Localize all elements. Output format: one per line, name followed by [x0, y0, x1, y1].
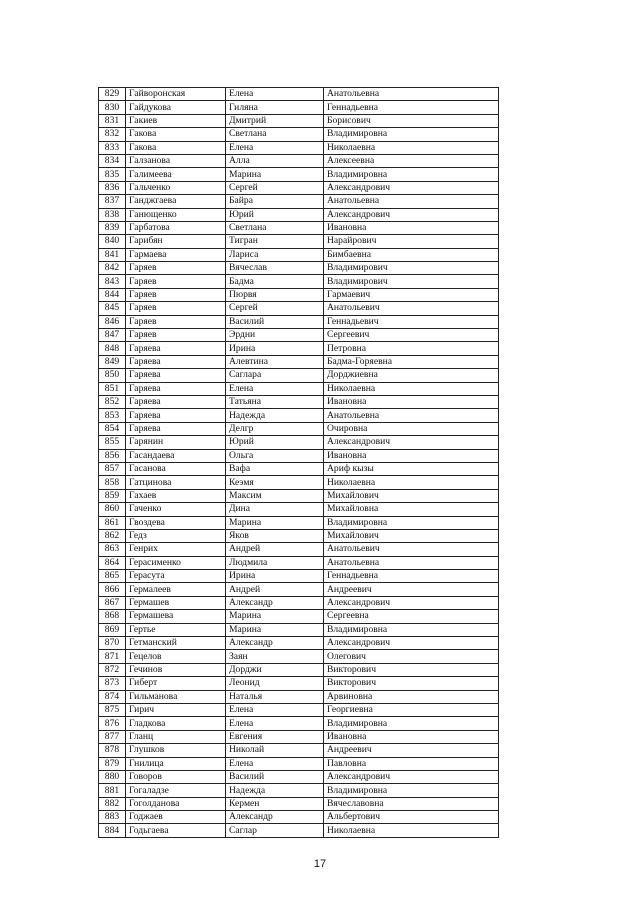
- table-row: [99, 770, 499, 783]
- table-row: [99, 503, 499, 516]
- row-number-cell: 871: [99, 650, 126, 663]
- last-name-cell: Гаряев: [126, 302, 226, 315]
- first-name-cell: Ольга: [226, 449, 324, 462]
- patronymic-cell: Александрович: [324, 596, 499, 609]
- row-number-cell: 853: [99, 409, 126, 422]
- row-number-cell: 866: [99, 583, 126, 596]
- table-row: [99, 650, 499, 663]
- first-name-cell: Байра: [226, 195, 324, 208]
- table-row: [99, 302, 499, 315]
- table-row: [99, 436, 499, 449]
- row-number-cell: 841: [99, 248, 126, 261]
- last-name-cell: Гильманова: [126, 690, 226, 703]
- first-name-cell: Ирина: [226, 342, 324, 355]
- row-number-cell: 839: [99, 221, 126, 234]
- last-name-cell: Гаряев: [126, 315, 226, 328]
- table-row: [99, 101, 499, 114]
- table-row: [99, 610, 499, 623]
- last-name-cell: Гармаева: [126, 248, 226, 261]
- last-name-cell: Гертье: [126, 623, 226, 636]
- last-name-cell: Гвоздева: [126, 516, 226, 529]
- patronymic-cell: Очировна: [324, 422, 499, 435]
- patronymic-cell: Владимировна: [324, 623, 499, 636]
- row-number-cell: 876: [99, 717, 126, 730]
- last-name-cell: Гечинов: [126, 663, 226, 676]
- patronymic-cell: Алексеевна: [324, 154, 499, 167]
- first-name-cell: Александр: [226, 596, 324, 609]
- table-row: [99, 462, 499, 475]
- patronymic-cell: Владимировна: [324, 128, 499, 141]
- last-name-cell: Гаряев: [126, 275, 226, 288]
- last-name-cell: Генрих: [126, 543, 226, 556]
- last-name-cell: Гермашев: [126, 596, 226, 609]
- table-row: [99, 88, 499, 101]
- patronymic-cell: Павловна: [324, 757, 499, 770]
- patronymic-cell: Андреевич: [324, 583, 499, 596]
- roster-table: [98, 87, 499, 838]
- first-name-cell: Евгения: [226, 730, 324, 743]
- last-name-cell: Глушков: [126, 744, 226, 757]
- row-number-cell: 851: [99, 382, 126, 395]
- first-name-cell: Елена: [226, 382, 324, 395]
- row-number-cell: 883: [99, 811, 126, 824]
- row-number-cell: 875: [99, 703, 126, 716]
- table-row: [99, 329, 499, 342]
- patronymic-cell: Гармаевич: [324, 288, 499, 301]
- patronymic-cell: Олегович: [324, 650, 499, 663]
- patronymic-cell: Вячеславовна: [324, 797, 499, 810]
- first-name-cell: Андрей: [226, 583, 324, 596]
- first-name-cell: Бадма: [226, 275, 324, 288]
- last-name-cell: Гайворонская: [126, 88, 226, 101]
- table-row: [99, 235, 499, 248]
- row-number-cell: 874: [99, 690, 126, 703]
- patronymic-cell: Бадма-Горяевна: [324, 355, 499, 368]
- last-name-cell: Гермалеев: [126, 583, 226, 596]
- row-number-cell: 854: [99, 422, 126, 435]
- row-number-cell: 833: [99, 141, 126, 154]
- patronymic-cell: Михайлович: [324, 489, 499, 502]
- last-name-cell: Гахаев: [126, 489, 226, 502]
- first-name-cell: Светлана: [226, 128, 324, 141]
- table-row: [99, 690, 499, 703]
- first-name-cell: Надежда: [226, 784, 324, 797]
- last-name-cell: Гарибян: [126, 235, 226, 248]
- first-name-cell: Василий: [226, 770, 324, 783]
- first-name-cell: Андрей: [226, 543, 324, 556]
- row-number-cell: 877: [99, 730, 126, 743]
- last-name-cell: Гаряева: [126, 369, 226, 382]
- last-name-cell: Гаряева: [126, 382, 226, 395]
- table-row: [99, 717, 499, 730]
- last-name-cell: Гедз: [126, 529, 226, 542]
- row-number-cell: 855: [99, 436, 126, 449]
- row-number-cell: 834: [99, 154, 126, 167]
- row-number-cell: 863: [99, 543, 126, 556]
- patronymic-cell: Михайловна: [324, 503, 499, 516]
- patronymic-cell: Александрович: [324, 208, 499, 221]
- first-name-cell: Марина: [226, 516, 324, 529]
- first-name-cell: Юрий: [226, 436, 324, 449]
- table-row: [99, 663, 499, 676]
- patronymic-cell: Викторович: [324, 663, 499, 676]
- table-row: [99, 195, 499, 208]
- first-name-cell: Лариса: [226, 248, 324, 261]
- table-row: [99, 154, 499, 167]
- first-name-cell: Заян: [226, 650, 324, 663]
- row-number-cell: 837: [99, 195, 126, 208]
- patronymic-cell: Анатольевна: [324, 556, 499, 569]
- row-number-cell: 872: [99, 663, 126, 676]
- table-row: [99, 489, 499, 502]
- patronymic-cell: Александрович: [324, 436, 499, 449]
- patronymic-cell: Бимбаевна: [324, 248, 499, 261]
- first-name-cell: Марина: [226, 168, 324, 181]
- table-row: [99, 409, 499, 422]
- first-name-cell: Кермен: [226, 797, 324, 810]
- patronymic-cell: Ариф кызы: [324, 462, 499, 475]
- patronymic-cell: Анатольевна: [324, 195, 499, 208]
- row-number-cell: 878: [99, 744, 126, 757]
- table-row: [99, 623, 499, 636]
- patronymic-cell: Арвиновна: [324, 690, 499, 703]
- last-name-cell: Гаряева: [126, 422, 226, 435]
- row-number-cell: 857: [99, 462, 126, 475]
- last-name-cell: Гнилица: [126, 757, 226, 770]
- first-name-cell: Людмила: [226, 556, 324, 569]
- first-name-cell: Делгр: [226, 422, 324, 435]
- row-number-cell: 852: [99, 395, 126, 408]
- row-number-cell: 830: [99, 101, 126, 114]
- first-name-cell: Сергей: [226, 302, 324, 315]
- table-row: [99, 757, 499, 770]
- row-number-cell: 870: [99, 637, 126, 650]
- first-name-cell: Вафа: [226, 462, 324, 475]
- table-row: [99, 476, 499, 489]
- patronymic-cell: Владимировна: [324, 168, 499, 181]
- table-row: [99, 181, 499, 194]
- first-name-cell: Николай: [226, 744, 324, 757]
- table-row: [99, 449, 499, 462]
- first-name-cell: Елена: [226, 703, 324, 716]
- row-number-cell: 861: [99, 516, 126, 529]
- last-name-cell: Гатцинова: [126, 476, 226, 489]
- first-name-cell: Леонид: [226, 677, 324, 690]
- row-number-cell: 856: [99, 449, 126, 462]
- patronymic-cell: Анатольевна: [324, 409, 499, 422]
- row-number-cell: 881: [99, 784, 126, 797]
- first-name-cell: Эрдни: [226, 329, 324, 342]
- first-name-cell: Дорджи: [226, 663, 324, 676]
- patronymic-cell: Ивановна: [324, 395, 499, 408]
- row-number-cell: 862: [99, 529, 126, 542]
- patronymic-cell: Николаевна: [324, 382, 499, 395]
- table-row: [99, 114, 499, 127]
- row-number-cell: 842: [99, 262, 126, 275]
- first-name-cell: Александр: [226, 637, 324, 650]
- row-number-cell: 850: [99, 369, 126, 382]
- first-name-cell: Елена: [226, 141, 324, 154]
- patronymic-cell: Ивановна: [324, 730, 499, 743]
- first-name-cell: Светлана: [226, 221, 324, 234]
- first-name-cell: Сергей: [226, 181, 324, 194]
- patronymic-cell: Владимирович: [324, 275, 499, 288]
- first-name-cell: Кеэмя: [226, 476, 324, 489]
- row-number-cell: 867: [99, 596, 126, 609]
- patronymic-cell: Нарайрович: [324, 235, 499, 248]
- first-name-cell: Тигран: [226, 235, 324, 248]
- last-name-cell: Гакиев: [126, 114, 226, 127]
- row-number-cell: 848: [99, 342, 126, 355]
- patronymic-cell: Анатольевич: [324, 543, 499, 556]
- last-name-cell: Галзанова: [126, 154, 226, 167]
- row-number-cell: 880: [99, 770, 126, 783]
- row-number-cell: 869: [99, 623, 126, 636]
- table-row: [99, 797, 499, 810]
- table-row: [99, 221, 499, 234]
- first-name-cell: Елена: [226, 717, 324, 730]
- row-number-cell: 865: [99, 570, 126, 583]
- first-name-cell: Татьяна: [226, 395, 324, 408]
- first-name-cell: Василий: [226, 315, 324, 328]
- patronymic-cell: Ивановна: [324, 221, 499, 234]
- first-name-cell: Марина: [226, 610, 324, 623]
- patronymic-cell: Владимировна: [324, 516, 499, 529]
- last-name-cell: Гецелов: [126, 650, 226, 663]
- table-row: [99, 784, 499, 797]
- last-name-cell: Герасименко: [126, 556, 226, 569]
- patronymic-cell: Владимировна: [324, 784, 499, 797]
- first-name-cell: Максим: [226, 489, 324, 502]
- patronymic-cell: Борисович: [324, 114, 499, 127]
- first-name-cell: Юрий: [226, 208, 324, 221]
- last-name-cell: Гайдукова: [126, 101, 226, 114]
- row-number-cell: 829: [99, 88, 126, 101]
- patronymic-cell: Николаевна: [324, 141, 499, 154]
- row-number-cell: 860: [99, 503, 126, 516]
- last-name-cell: Гланц: [126, 730, 226, 743]
- first-name-cell: Надежда: [226, 409, 324, 422]
- first-name-cell: Марина: [226, 623, 324, 636]
- last-name-cell: Гакова: [126, 128, 226, 141]
- first-name-cell: Саглар: [226, 824, 324, 837]
- first-name-cell: Наталья: [226, 690, 324, 703]
- last-name-cell: Галимеева: [126, 168, 226, 181]
- last-name-cell: Гасандаева: [126, 449, 226, 462]
- last-name-cell: Гоголданова: [126, 797, 226, 810]
- last-name-cell: Гиберт: [126, 677, 226, 690]
- last-name-cell: Гладкова: [126, 717, 226, 730]
- row-number-cell: 832: [99, 128, 126, 141]
- patronymic-cell: Дорджиевна: [324, 369, 499, 382]
- row-number-cell: 858: [99, 476, 126, 489]
- last-name-cell: Гаряева: [126, 409, 226, 422]
- patronymic-cell: Альбертович: [324, 811, 499, 824]
- table-row: [99, 703, 499, 716]
- first-name-cell: Яков: [226, 529, 324, 542]
- patronymic-cell: Викторович: [324, 677, 499, 690]
- last-name-cell: Гаряев: [126, 262, 226, 275]
- first-name-cell: Дина: [226, 503, 324, 516]
- row-number-cell: 884: [99, 824, 126, 837]
- last-name-cell: Гасанова: [126, 462, 226, 475]
- first-name-cell: Вячеслав: [226, 262, 324, 275]
- table-row: [99, 275, 499, 288]
- row-number-cell: 873: [99, 677, 126, 690]
- last-name-cell: Гаряев: [126, 329, 226, 342]
- patronymic-cell: Геннадьевич: [324, 315, 499, 328]
- first-name-cell: Пюрвя: [226, 288, 324, 301]
- patronymic-cell: Владимирович: [324, 262, 499, 275]
- page-number: 17: [313, 858, 327, 870]
- patronymic-cell: Александрович: [324, 181, 499, 194]
- patronymic-cell: Николаевна: [324, 476, 499, 489]
- table-row: [99, 570, 499, 583]
- table-row: [99, 543, 499, 556]
- first-name-cell: Ирина: [226, 570, 324, 583]
- last-name-cell: Годжаев: [126, 811, 226, 824]
- patronymic-cell: Михайлович: [324, 529, 499, 542]
- patronymic-cell: Владимировна: [324, 717, 499, 730]
- patronymic-cell: Сергеевич: [324, 329, 499, 342]
- row-number-cell: 864: [99, 556, 126, 569]
- table-row: [99, 208, 499, 221]
- last-name-cell: Герасута: [126, 570, 226, 583]
- table-row: [99, 422, 499, 435]
- table-row: [99, 824, 499, 837]
- row-number-cell: 859: [99, 489, 126, 502]
- table-row: [99, 369, 499, 382]
- table-row: [99, 288, 499, 301]
- first-name-cell: Елена: [226, 757, 324, 770]
- patronymic-cell: Геннадьевна: [324, 101, 499, 114]
- patronymic-cell: Петровна: [324, 342, 499, 355]
- row-number-cell: 879: [99, 757, 126, 770]
- patronymic-cell: Ивановна: [324, 449, 499, 462]
- row-number-cell: 831: [99, 114, 126, 127]
- row-number-cell: 847: [99, 329, 126, 342]
- table-row: [99, 315, 499, 328]
- table-row: [99, 516, 499, 529]
- table-row: [99, 248, 499, 261]
- last-name-cell: Гаряева: [126, 355, 226, 368]
- first-name-cell: Алевтина: [226, 355, 324, 368]
- table-row: [99, 128, 499, 141]
- table-row: [99, 262, 499, 275]
- table-row: [99, 637, 499, 650]
- last-name-cell: Гаченко: [126, 503, 226, 516]
- patronymic-cell: Сергеевна: [324, 610, 499, 623]
- last-name-cell: Ганджгаева: [126, 195, 226, 208]
- patronymic-cell: Георгиевна: [324, 703, 499, 716]
- patronymic-cell: Александрович: [324, 770, 499, 783]
- last-name-cell: Гирич: [126, 703, 226, 716]
- first-name-cell: Гиляна: [226, 101, 324, 114]
- row-number-cell: 838: [99, 208, 126, 221]
- table-row: [99, 141, 499, 154]
- table-row: [99, 529, 499, 542]
- row-number-cell: 844: [99, 288, 126, 301]
- patronymic-cell: Николаевна: [324, 824, 499, 837]
- last-name-cell: Гогаладзе: [126, 784, 226, 797]
- table-row: [99, 730, 499, 743]
- table-row: [99, 355, 499, 368]
- row-number-cell: 846: [99, 315, 126, 328]
- table-row: [99, 556, 499, 569]
- patronymic-cell: Андреевич: [324, 744, 499, 757]
- row-number-cell: 849: [99, 355, 126, 368]
- roster-body: [99, 88, 499, 838]
- table-row: [99, 395, 499, 408]
- patronymic-cell: Анатольевна: [324, 88, 499, 101]
- table-row: [99, 596, 499, 609]
- last-name-cell: Гарянин: [126, 436, 226, 449]
- row-number-cell: 840: [99, 235, 126, 248]
- table-row: [99, 583, 499, 596]
- last-name-cell: Говоров: [126, 770, 226, 783]
- table-row: [99, 811, 499, 824]
- table-row: [99, 677, 499, 690]
- table-row: [99, 342, 499, 355]
- row-number-cell: 843: [99, 275, 126, 288]
- last-name-cell: Гермашева: [126, 610, 226, 623]
- table-row: [99, 168, 499, 181]
- last-name-cell: Гаряева: [126, 342, 226, 355]
- first-name-cell: Алла: [226, 154, 324, 167]
- last-name-cell: Гальченко: [126, 181, 226, 194]
- last-name-cell: Ганющенко: [126, 208, 226, 221]
- row-number-cell: 835: [99, 168, 126, 181]
- row-number-cell: 868: [99, 610, 126, 623]
- last-name-cell: Гарбатова: [126, 221, 226, 234]
- row-number-cell: 836: [99, 181, 126, 194]
- table-row: [99, 382, 499, 395]
- first-name-cell: Елена: [226, 88, 324, 101]
- row-number-cell: 845: [99, 302, 126, 315]
- last-name-cell: Годьгаева: [126, 824, 226, 837]
- patronymic-cell: Александрович: [324, 637, 499, 650]
- first-name-cell: Александр: [226, 811, 324, 824]
- last-name-cell: Гаряев: [126, 288, 226, 301]
- row-number-cell: 882: [99, 797, 126, 810]
- last-name-cell: Гетманский: [126, 637, 226, 650]
- last-name-cell: Гакова: [126, 141, 226, 154]
- patronymic-cell: Анатольевич: [324, 302, 499, 315]
- first-name-cell: Дмитрий: [226, 114, 324, 127]
- first-name-cell: Саглара: [226, 369, 324, 382]
- last-name-cell: Гаряева: [126, 395, 226, 408]
- patronymic-cell: Геннадьевна: [324, 570, 499, 583]
- table-row: [99, 744, 499, 757]
